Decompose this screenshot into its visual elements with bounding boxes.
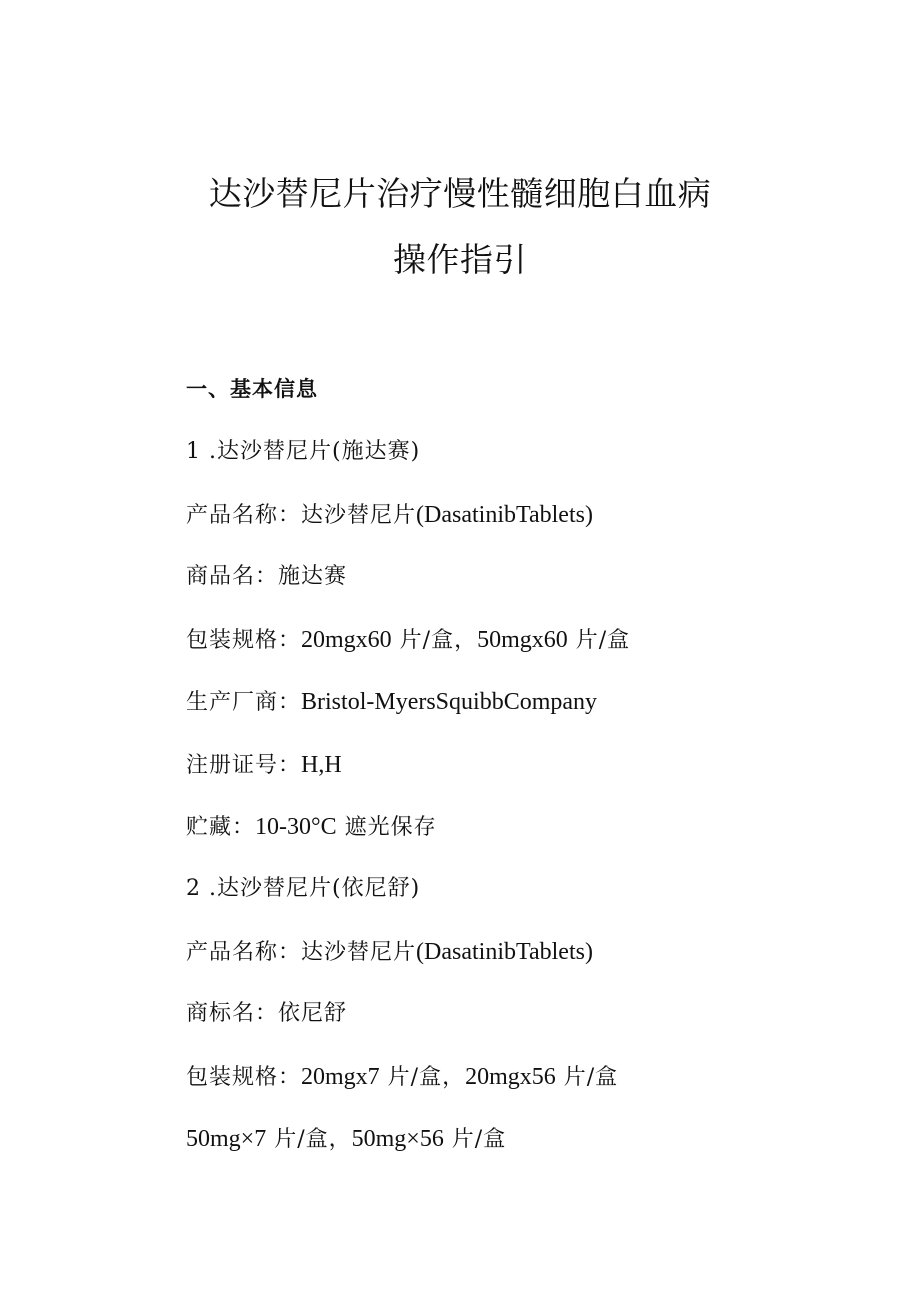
product-2-package-unit-c: 片/盒， xyxy=(266,1127,352,1152)
product-2-heading: 2 .达沙替尼片(依尼舒) xyxy=(186,876,421,901)
product-1-registration-label: 注册证号： xyxy=(186,753,302,778)
product-1-heading: 1 .达沙替尼片(施达赛) xyxy=(186,439,421,464)
product-2-package-unit-b: 片/盒 xyxy=(555,1065,619,1090)
product-1-registration xyxy=(186,750,342,781)
product-2-package-spec-a: 20mgx7 xyxy=(301,1064,380,1090)
product-1-name-label: 产品名称：达沙替尼片 xyxy=(186,503,417,528)
product-2-package-unit-a: 片/盒， xyxy=(379,1065,466,1090)
product-2-name-label: 产品名称：达沙替尼片 xyxy=(186,940,417,965)
product-2-name xyxy=(186,937,593,968)
product-1-package-spec-a: 20mgx60 xyxy=(301,627,392,653)
product-1-storage-label: 贮藏： xyxy=(186,815,256,840)
product-2-name-latin: (DasatinibTablets) xyxy=(416,939,593,965)
product-1-package-spec-b: 50mgx60 xyxy=(477,627,568,653)
product-2-package-spec-b: 20mgx56 xyxy=(465,1064,556,1090)
product-2-package-spec-c: 50mg×7 xyxy=(186,1126,267,1152)
product-1-trade-name: 商品名：施达赛 xyxy=(186,564,348,589)
product-2-package-unit-d: 片/盒 xyxy=(443,1127,507,1152)
document-title-line-1: 达沙替尼片治疗慢性髓细胞白血病 xyxy=(208,174,712,213)
product-1-package-label: 包装规格： xyxy=(186,628,302,653)
product-2-package xyxy=(186,1062,618,1093)
product-1-manufacturer-value: Bristol-MyersSquibbCompany xyxy=(301,689,598,715)
product-1-storage xyxy=(186,812,437,843)
product-1-package-unit-a: 片/盒， xyxy=(391,628,478,653)
product-2-package-spec-d: 50mg×56 xyxy=(351,1126,444,1152)
product-1-package-unit-b: 片/盒 xyxy=(567,628,631,653)
product-1-package xyxy=(186,625,630,656)
product-1-name-latin: (DasatinibTablets) xyxy=(416,502,593,528)
product-2-package-continued xyxy=(186,1124,506,1155)
document-title-line-2: 操作指引 xyxy=(393,240,527,279)
product-1-manufacturer-label: 生产厂商： xyxy=(186,690,302,715)
section-heading-basic-info: 一、基本信息 xyxy=(186,377,318,401)
product-1-manufacturer xyxy=(186,687,597,718)
product-1-registration-value: H,H xyxy=(301,752,342,778)
product-1-storage-note: 遮光保存 xyxy=(336,815,437,840)
product-1-name xyxy=(186,500,593,531)
product-2-package-label: 包装规格： xyxy=(186,1065,302,1090)
product-1-storage-temperature: 10-30°C xyxy=(255,814,337,840)
product-2-brand-name: 商标名：依尼舒 xyxy=(186,1001,348,1026)
